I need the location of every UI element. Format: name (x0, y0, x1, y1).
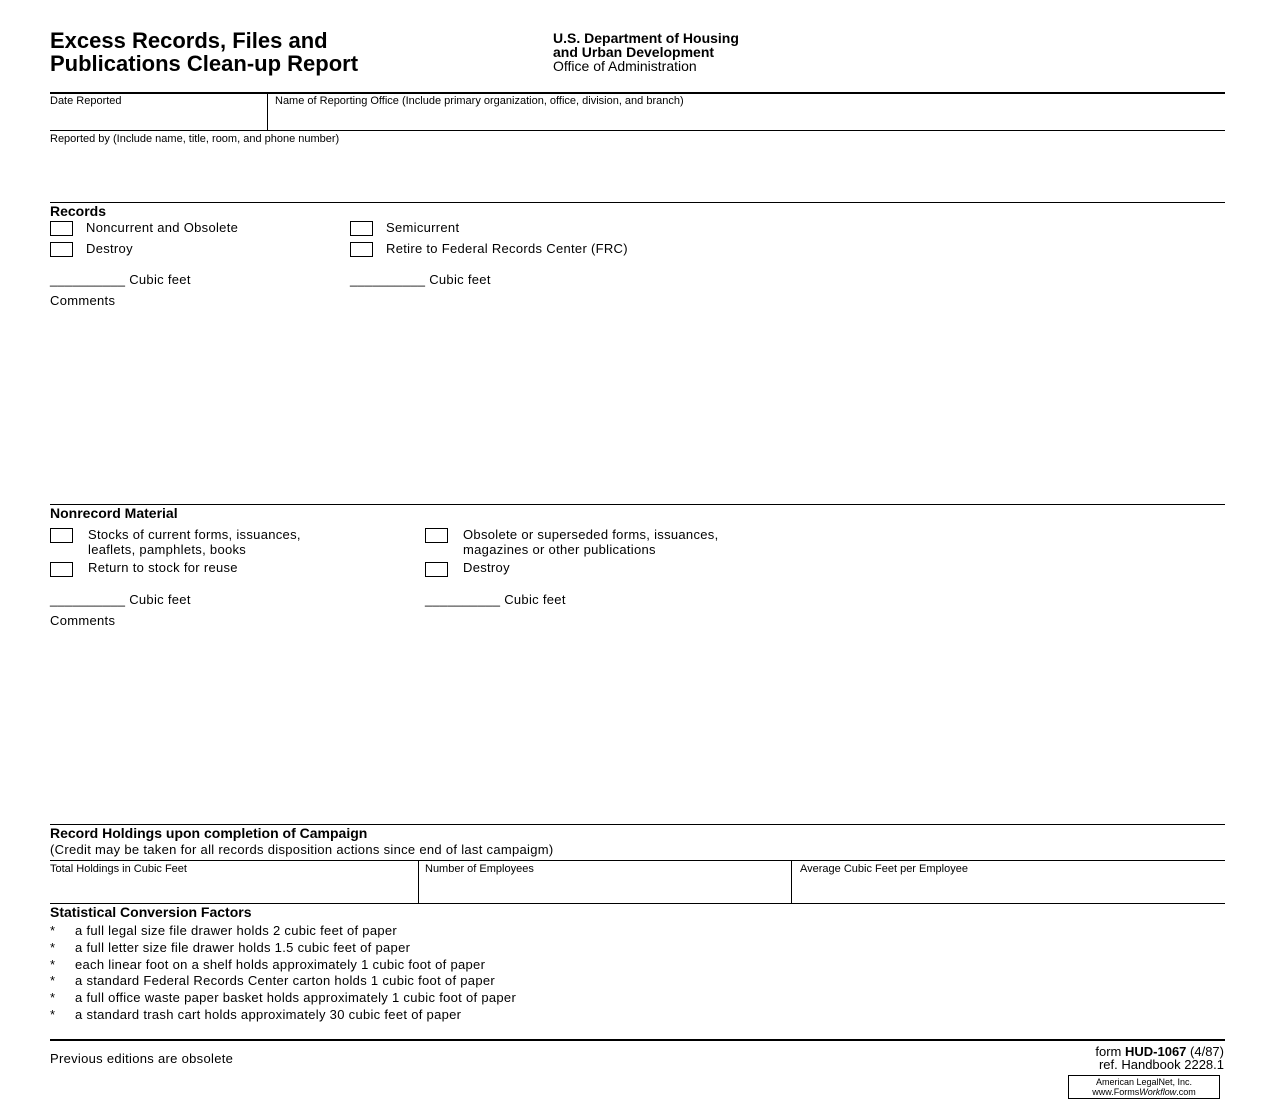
holdings-heading: Record Holdings upon completion of Campaign (50, 825, 368, 841)
agency-line3: Office of Administration (553, 58, 697, 74)
conversion-heading: Statistical Conversion Factors (50, 904, 252, 920)
publisher-website[interactable] (1069, 1087, 1219, 1097)
obsolete-label-line1: Obsolete or superseded forms, issuances, (463, 527, 719, 542)
retire-frc-label: Retire to Federal Records Center (FRC) (386, 241, 628, 256)
holdings-divider-2 (791, 860, 792, 903)
reporting-office-field[interactable] (275, 108, 1220, 129)
bullet-icon: * (50, 973, 56, 988)
field-divider (267, 93, 268, 130)
bullet-icon: * (50, 940, 56, 955)
reported-by-label: Reported by (Include name, title, room, and phone number) (50, 133, 340, 145)
conversion-item: a full legal size file drawer holds 2 cubic feet of paper (75, 923, 398, 938)
return-stock-checkbox[interactable] (50, 562, 73, 577)
average-cubic-label: Average Cubic Feet per Employee (800, 863, 968, 875)
nonrecord-comments-field[interactable] (50, 632, 1220, 820)
form-number: HUD-1067 (1124, 1044, 1187, 1059)
agency-block (553, 31, 739, 73)
form-title-line2: Publications Clean-up Report (50, 51, 359, 76)
nonrecord-destroy-checkbox[interactable] (425, 562, 448, 577)
employees-field[interactable] (425, 877, 789, 901)
form-date: (4/87) (1190, 1044, 1224, 1059)
nonrecord-comments-label: Comments (50, 613, 116, 628)
noncurrent-label: Noncurrent and Obsolete (86, 220, 239, 235)
conversion-item: a full letter size file drawer holds 1.5 cubic feet of paper (75, 940, 411, 955)
nonrecord-cubic-feet-right[interactable]: __________ Cubic feet (425, 592, 566, 607)
records-destroy-checkbox[interactable] (50, 242, 73, 257)
records-comments-label: Comments (50, 293, 116, 308)
obsolete-label-line2: magazines or other publications (463, 542, 656, 557)
records-comments-field[interactable] (50, 312, 1220, 500)
conversion-item: a standard Federal Records Center carton holds 1 cubic foot of paper (75, 973, 496, 988)
obsolete-label (463, 527, 719, 557)
retire-frc-checkbox[interactable] (350, 242, 373, 257)
nonrecord-rule (50, 504, 1225, 505)
stocks-label-line2: leaflets, pamphlets, books (88, 542, 247, 557)
records-rule (50, 202, 1225, 203)
form-title (50, 29, 358, 75)
total-holdings-label: Total Holdings in Cubic Feet (50, 863, 187, 875)
date-reported-label: Date Reported (50, 95, 122, 107)
handbook-ref: ref. Handbook 2228.1 (1098, 1057, 1224, 1072)
employees-label: Number of Employees (425, 863, 534, 875)
bullet-icon: * (50, 957, 56, 972)
agency-line2: and Urban Development (553, 44, 715, 60)
website-prefix: www.Forms (1092, 1087, 1140, 1097)
agency-line1: U.S. Department of Housing (553, 30, 739, 46)
holdings-table-top (50, 860, 1225, 861)
average-cubic-field[interactable] (800, 877, 1220, 901)
stocks-checkbox[interactable] (50, 528, 73, 543)
conversion-item: a full office waste paper basket holds approximately 1 cubic foot of paper (75, 990, 517, 1005)
records-cubic-feet-left[interactable]: __________ Cubic feet (50, 272, 191, 287)
noncurrent-checkbox[interactable] (50, 221, 73, 236)
publisher-name: American LegalNet, Inc. (1095, 1077, 1193, 1087)
return-stock-label: Return to stock for reuse (88, 560, 238, 575)
bullet-icon: * (50, 923, 56, 938)
footer-rule (50, 1039, 1225, 1041)
total-holdings-field[interactable] (50, 877, 416, 901)
form-prefix: form (1095, 1044, 1122, 1059)
semicurrent-label: Semicurrent (386, 220, 460, 235)
records-cubic-feet-right[interactable]: __________ Cubic feet (350, 272, 491, 287)
website-suffix: .com (1176, 1087, 1196, 1097)
semicurrent-checkbox[interactable] (350, 221, 373, 236)
obsolete-note: Previous editions are obsolete (50, 1051, 234, 1066)
publisher-stamp (1068, 1075, 1220, 1099)
header-rule (50, 92, 1225, 94)
conversion-item: a standard trash cart holds approximately 30 cubic feet of paper (75, 1007, 462, 1022)
obsolete-checkbox[interactable] (425, 528, 448, 543)
reported-by-field[interactable] (50, 148, 1220, 200)
bullet-icon: * (50, 990, 56, 1005)
conversion-item: each linear foot on a shelf holds approximately 1 cubic foot of paper (75, 957, 486, 972)
holdings-divider-1 (418, 860, 419, 903)
nonrecord-destroy-label: Destroy (463, 560, 510, 575)
website-italic: Workflow (1139, 1087, 1177, 1097)
bullet-icon: * (50, 1007, 56, 1022)
nonrecord-heading: Nonrecord Material (50, 505, 178, 521)
stocks-label-line1: Stocks of current forms, issuances, (88, 527, 301, 542)
holdings-note: (Credit may be taken for all records disposition actions since end of last campaigm) (50, 842, 554, 857)
nonrecord-cubic-feet-left[interactable]: __________ Cubic feet (50, 592, 191, 607)
records-destroy-label: Destroy (86, 241, 133, 256)
date-reported-field[interactable] (50, 108, 266, 129)
form-title-line1: Excess Records, Files and (50, 28, 328, 53)
records-heading: Records (50, 203, 107, 219)
reporting-office-label: Name of Reporting Office (Include primary organization, office, division, and branch) (275, 95, 684, 107)
row-rule (50, 130, 1225, 131)
stocks-label (88, 527, 301, 557)
